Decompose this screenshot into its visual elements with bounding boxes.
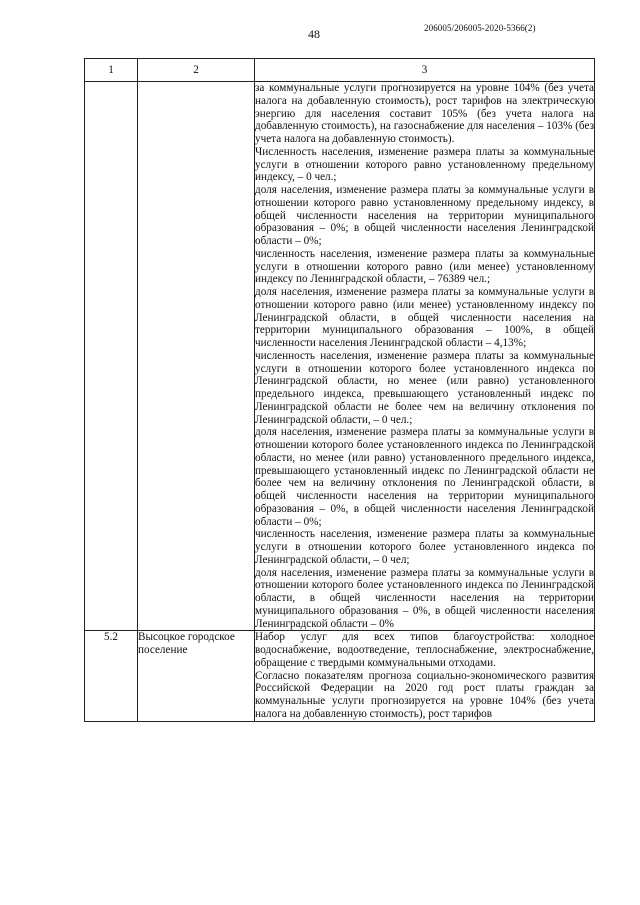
- municipality-name: Высоцкое городское поселение: [138, 631, 255, 721]
- row-number: [85, 82, 138, 631]
- row-number: 5.2: [85, 631, 138, 721]
- content-table: [84, 58, 595, 722]
- table-row: [85, 631, 595, 721]
- paragraph: доля населения, изменение размера платы за коммунальные услуги в отношении которого более установленного индекса по Ленинградской области, в общей численности населения на территории муниципального образования – 0%, в общей численности населения Ленинградской области – 0%: [255, 566, 594, 630]
- column-header-3: 3: [255, 59, 595, 82]
- table-row: [85, 82, 595, 631]
- document-code: 206005/206005-2020-5366(2): [424, 23, 536, 33]
- page-number: 48: [308, 27, 320, 41]
- paragraph: численность населения, изменение размера платы за коммунальные услуги в отношении которого равно (или менее) установленному индексу по Ленинградской области, – 76389 чел.;: [255, 247, 594, 286]
- table-header-row: [85, 59, 595, 82]
- paragraph: за коммунальные услуги прогнозируется на уровне 104% (без учета налога на добавленную стоимость), рост тарифов на электрическую энергию для населения составит 105% (без учета налога на добавленную стоимость), на газоснабжение для населения – 103% (без учета налога на добавленную стоимость).: [255, 82, 594, 145]
- paragraph: численность населения, изменение размера платы за коммунальные услуги в отношении которого более установленного индекса по Ленинградской области, – 0 чел;: [255, 528, 594, 566]
- row-description: [255, 82, 595, 631]
- column-header-2: 2: [138, 59, 255, 82]
- paragraph: Согласно показателям прогноза социально-экономического развития Российской Федерации на 2020 год рост платы граждан за коммунальные услуги прогнозируется на уровне 104% (без учета налога на добавленную стоимость), рост тарифов: [255, 669, 594, 720]
- paragraph: Набор услуг для всех типов благоустройства: холодное водоснабжение, водоотведение, теплоснабжение, электроснабжение, обращение с твердыми коммунальными отходами.: [255, 631, 594, 669]
- paragraph: доля населения, изменение размера платы за коммунальные услуги в отношении которого более установленного индекса по Ленинградской области, но менее (или равно) установленного предельного индекса, превышающего установленный индекс по Ленинградской области не более чем на величину отклонения по Ленинградской области, в общей численности населения на территории муниципального образования – 0%, в общей численности населения Ленинградской области – 0%;: [255, 426, 594, 528]
- paragraph: доля населения, изменение размера платы за коммунальные услуги в отношении которого равно установленному предельному индексу, в общей численности населения на территории муниципального образования – 0%; в общей численности населения Ленинградской области – 0%;: [255, 184, 594, 247]
- paragraph: Численность населения, изменение размера платы за коммунальные услуги в отношении которого равно установленному предельному индексу, – 0 чел.;: [255, 145, 594, 184]
- municipality-name: [138, 82, 255, 631]
- paragraph: численность населения, изменение размера платы за коммунальные услуги в отношении которого более установленного индекса по Ленинградской области, но менее (или равно) установленного предельного индекса, превышающего установленный индекс по Ленинградской области не более чем на величину отклонения по Ленинградской области, – 0 чел.;: [255, 349, 594, 426]
- paragraph: доля населения, изменение размера платы за коммунальные услуги в отношении которого равно (или менее) установленному индексу по Ленинградской области, в общей численности населения на территории муниципального образования – 100%, в общей численности населения Ленинградской области – 4,13%;: [255, 286, 594, 349]
- row-description: [255, 631, 595, 721]
- column-header-1: 1: [85, 59, 138, 82]
